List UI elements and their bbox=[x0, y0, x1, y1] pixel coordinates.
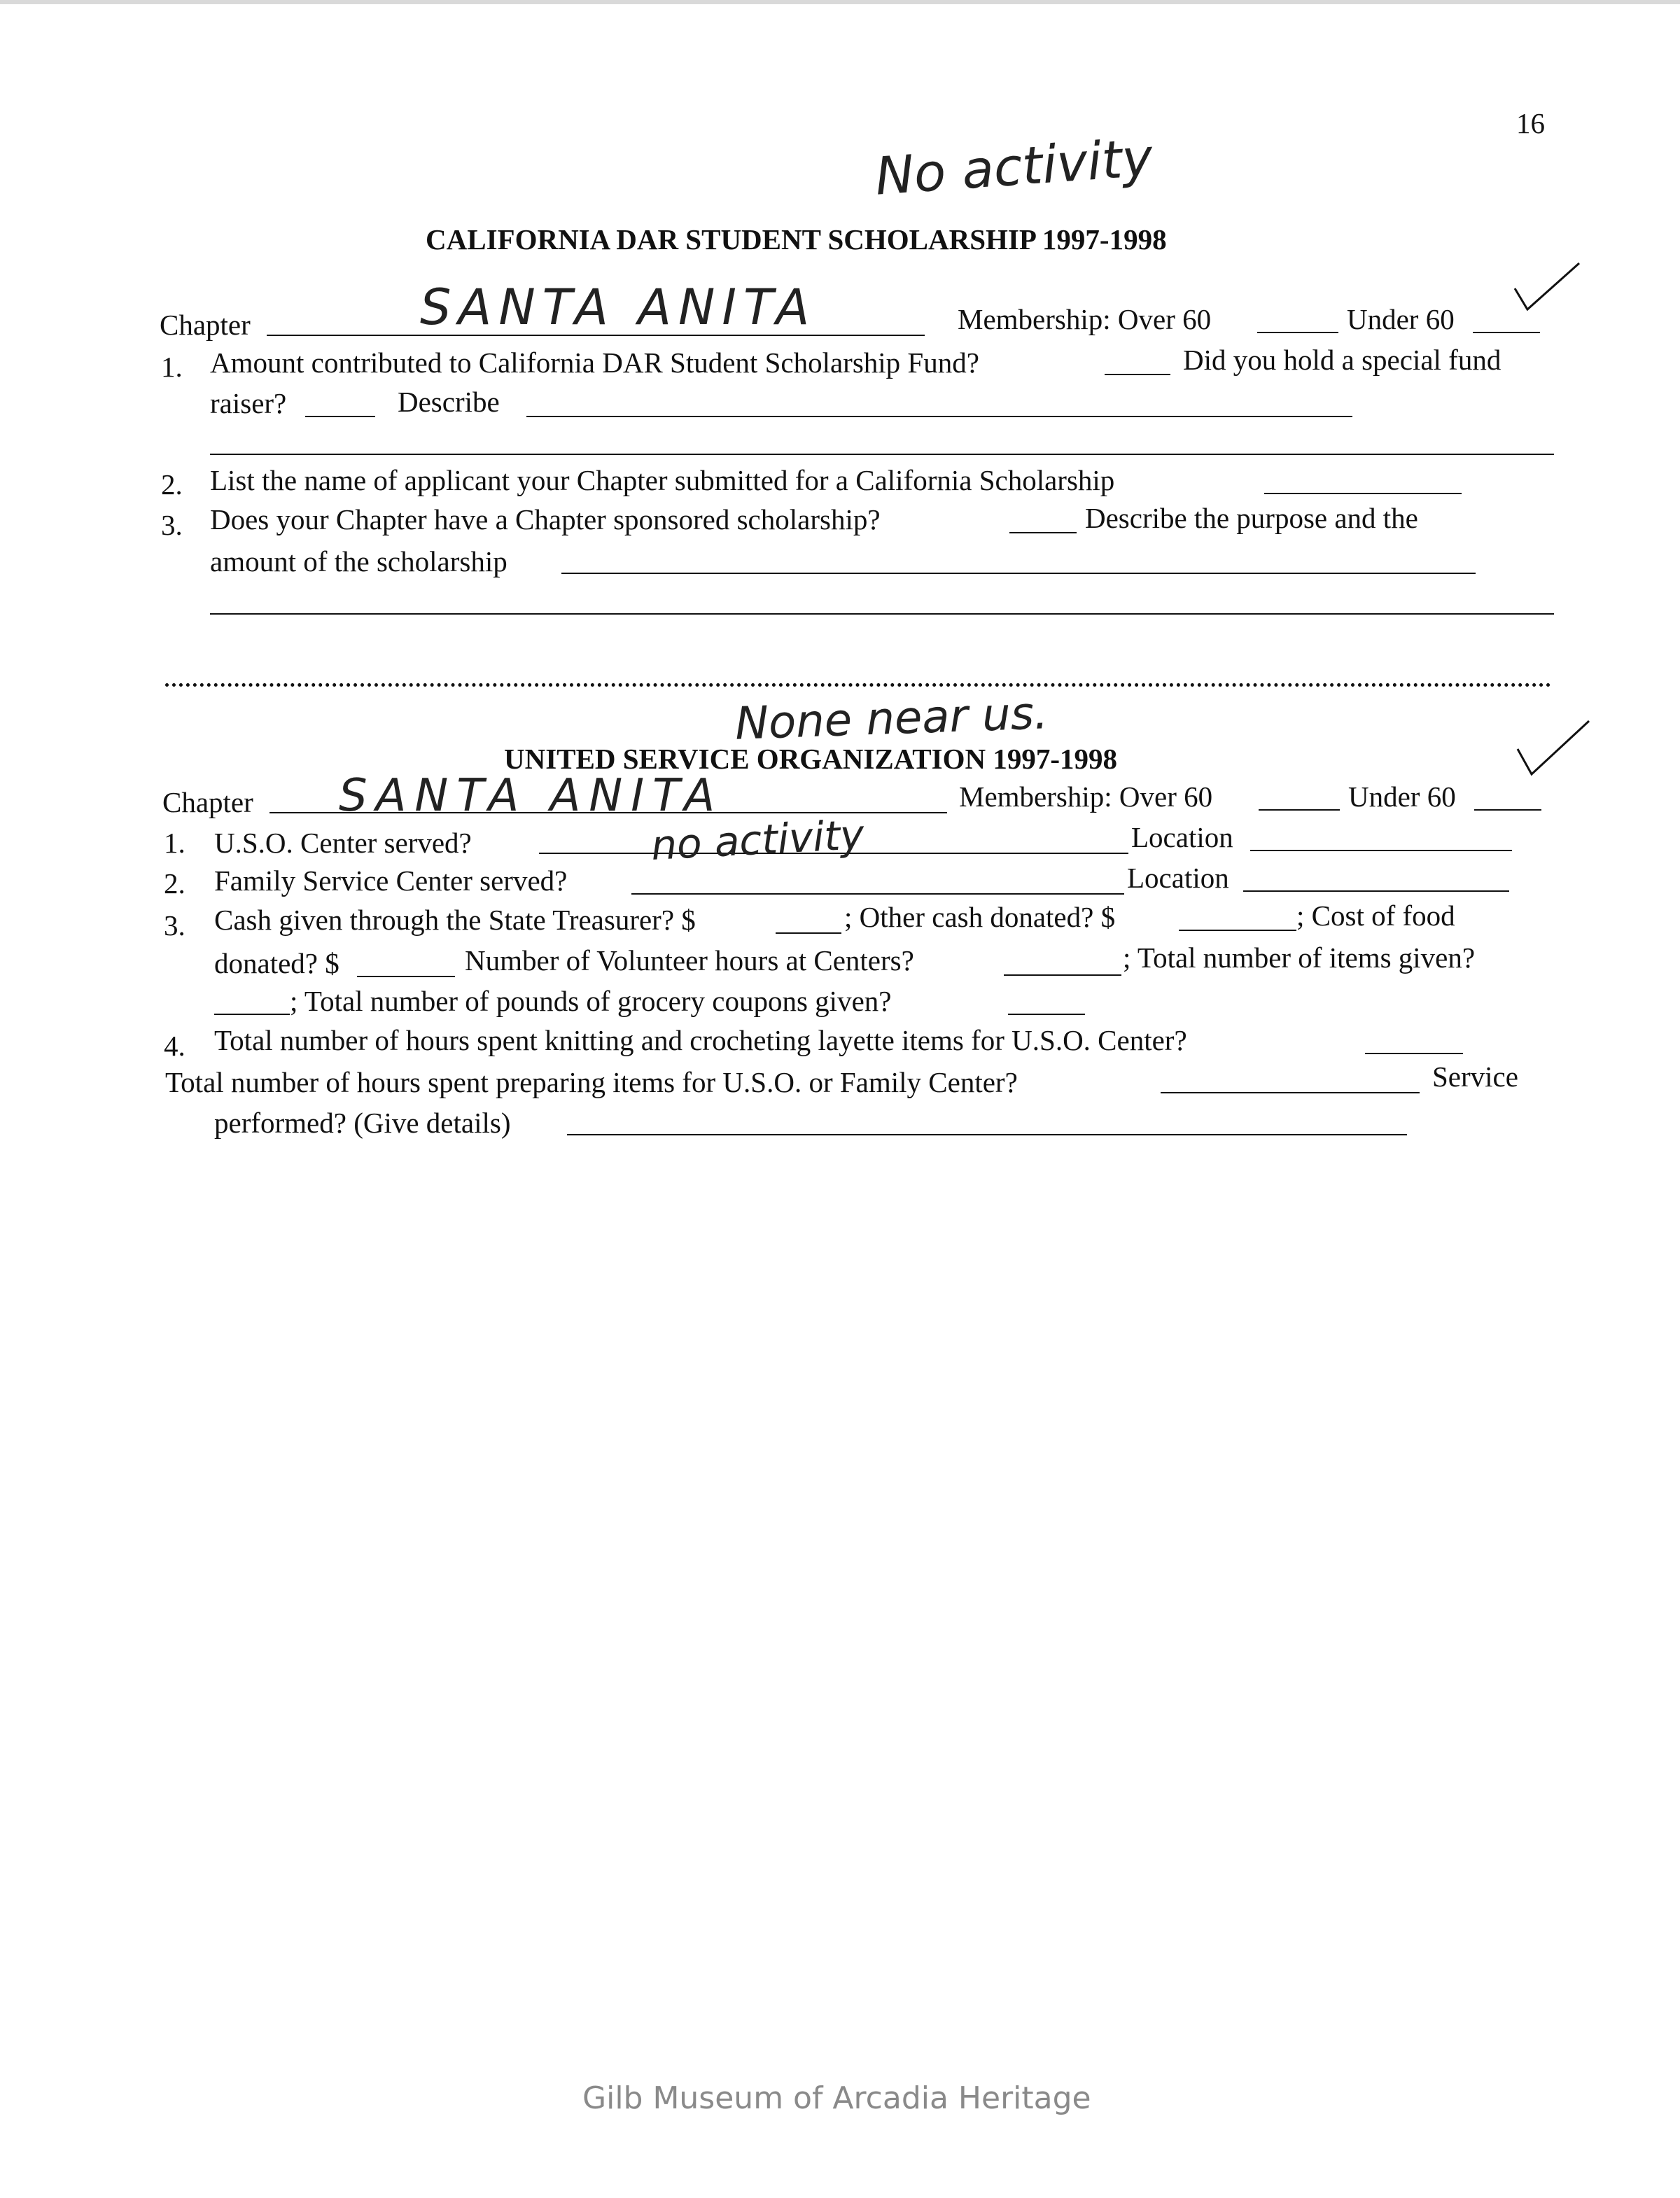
service-details-field[interactable] bbox=[567, 1134, 1407, 1135]
checkmark-icon bbox=[1512, 260, 1582, 316]
describe-label: Describe bbox=[398, 386, 500, 418]
scholarship-amount-field-continued[interactable] bbox=[210, 613, 1554, 615]
amount-contributed-field[interactable] bbox=[1105, 374, 1170, 375]
page-top-edge bbox=[0, 0, 1680, 4]
location-field[interactable] bbox=[1243, 890, 1509, 892]
grocery-coupons-field[interactable] bbox=[1008, 1014, 1085, 1015]
family-service-center-field[interactable] bbox=[631, 893, 1124, 895]
state-treasurer-cash-field[interactable] bbox=[776, 932, 841, 934]
question-number: 3. bbox=[161, 509, 183, 541]
question-text: Describe the purpose and the bbox=[1085, 502, 1418, 534]
section-title-scholarship: CALIFORNIA DAR STUDENT SCHOLARSHIP 1997-1998 bbox=[426, 223, 1167, 255]
food-cost-field[interactable] bbox=[357, 976, 455, 977]
question-text: Amount contributed to California DAR Student Scholarship Fund? bbox=[210, 346, 979, 379]
preparing-hours-field[interactable] bbox=[1161, 1092, 1420, 1093]
question-text: Total number of hours spent knitting and crocheting layette items for U.S.O. Center? bbox=[214, 1024, 1187, 1056]
question-text: List the name of applicant your Chapter submitted for a California Scholarship bbox=[210, 464, 1115, 496]
describe-field-continued[interactable] bbox=[210, 454, 1554, 455]
volunteer-hours-field[interactable] bbox=[1004, 974, 1121, 976]
membership-label: Membership: Over 60 bbox=[959, 780, 1213, 813]
question-text: donated? $ bbox=[214, 947, 340, 979]
location-label: Location bbox=[1127, 862, 1229, 894]
question-number: 1. bbox=[164, 827, 186, 859]
question-text: raiser? bbox=[210, 387, 287, 419]
handwritten-note-no-activity: No activity bbox=[873, 127, 1155, 207]
question-text: amount of the scholarship bbox=[210, 545, 507, 578]
question-text: ; Cost of food bbox=[1296, 899, 1455, 932]
under-60-label: Under 60 bbox=[1348, 780, 1456, 813]
page-number: 16 bbox=[1516, 107, 1545, 139]
section-divider bbox=[165, 683, 1551, 687]
section-title-uso: UNITED SERVICE ORGANIZATION 1997-1998 bbox=[504, 743, 1117, 775]
question-number: 2. bbox=[164, 867, 186, 899]
handwritten-note-none-near-us: None near us. bbox=[734, 687, 1049, 750]
question-text: ; Other cash donated? $ bbox=[844, 901, 1116, 933]
question-text: U.S.O. Center served? bbox=[214, 827, 472, 859]
question-text: Did you hold a special fund bbox=[1183, 344, 1502, 376]
knitting-hours-field[interactable] bbox=[1365, 1053, 1463, 1054]
under-60-label: Under 60 bbox=[1347, 303, 1455, 335]
under-60-field[interactable] bbox=[1474, 809, 1541, 811]
question-number: 4. bbox=[164, 1030, 186, 1062]
question-text: ; Total number of items given? bbox=[1123, 941, 1476, 974]
footer-watermark: Gilb Museum of Arcadia Heritage bbox=[582, 2080, 1091, 2116]
question-number: 2. bbox=[161, 468, 183, 500]
location-label: Location bbox=[1131, 821, 1233, 853]
other-cash-field[interactable] bbox=[1179, 930, 1296, 931]
chapter-label: Chapter bbox=[162, 786, 253, 818]
service-label: Service bbox=[1432, 1060, 1518, 1093]
question-text: performed? (Give details) bbox=[214, 1107, 511, 1139]
sponsored-scholarship-field[interactable] bbox=[1009, 532, 1077, 533]
checkmark-icon bbox=[1515, 718, 1592, 781]
question-text: Family Service Center served? bbox=[214, 864, 568, 897]
question-number: 3. bbox=[164, 909, 186, 941]
question-text: ; Total number of pounds of grocery coupons given? bbox=[290, 985, 892, 1017]
question-text: Total number of hours spent preparing items for U.S.O. or Family Center? bbox=[165, 1066, 1018, 1098]
scholarship-amount-field[interactable] bbox=[561, 573, 1476, 574]
question-number: 1. bbox=[161, 351, 183, 383]
chapter-handwritten-value: SANTA ANITA bbox=[339, 770, 724, 822]
items-given-field[interactable] bbox=[214, 1014, 290, 1015]
over-60-field[interactable] bbox=[1257, 332, 1338, 333]
membership-label: Membership: Over 60 bbox=[958, 303, 1212, 335]
uso-center-handwritten-value: no activity bbox=[650, 811, 866, 869]
describe-field[interactable] bbox=[526, 416, 1352, 417]
question-text: Number of Volunteer hours at Centers? bbox=[465, 944, 914, 976]
question-text: Cash given through the State Treasurer? $ bbox=[214, 904, 696, 936]
chapter-handwritten-value: SANTA ANITA bbox=[420, 279, 817, 336]
chapter-label: Chapter bbox=[160, 309, 251, 341]
location-field[interactable] bbox=[1250, 850, 1512, 851]
applicant-name-field[interactable] bbox=[1264, 493, 1462, 494]
under-60-field[interactable] bbox=[1473, 332, 1540, 333]
over-60-field[interactable] bbox=[1259, 809, 1340, 811]
question-text: Does your Chapter have a Chapter sponsored scholarship? bbox=[210, 503, 881, 536]
fund-raiser-field[interactable] bbox=[305, 416, 375, 417]
